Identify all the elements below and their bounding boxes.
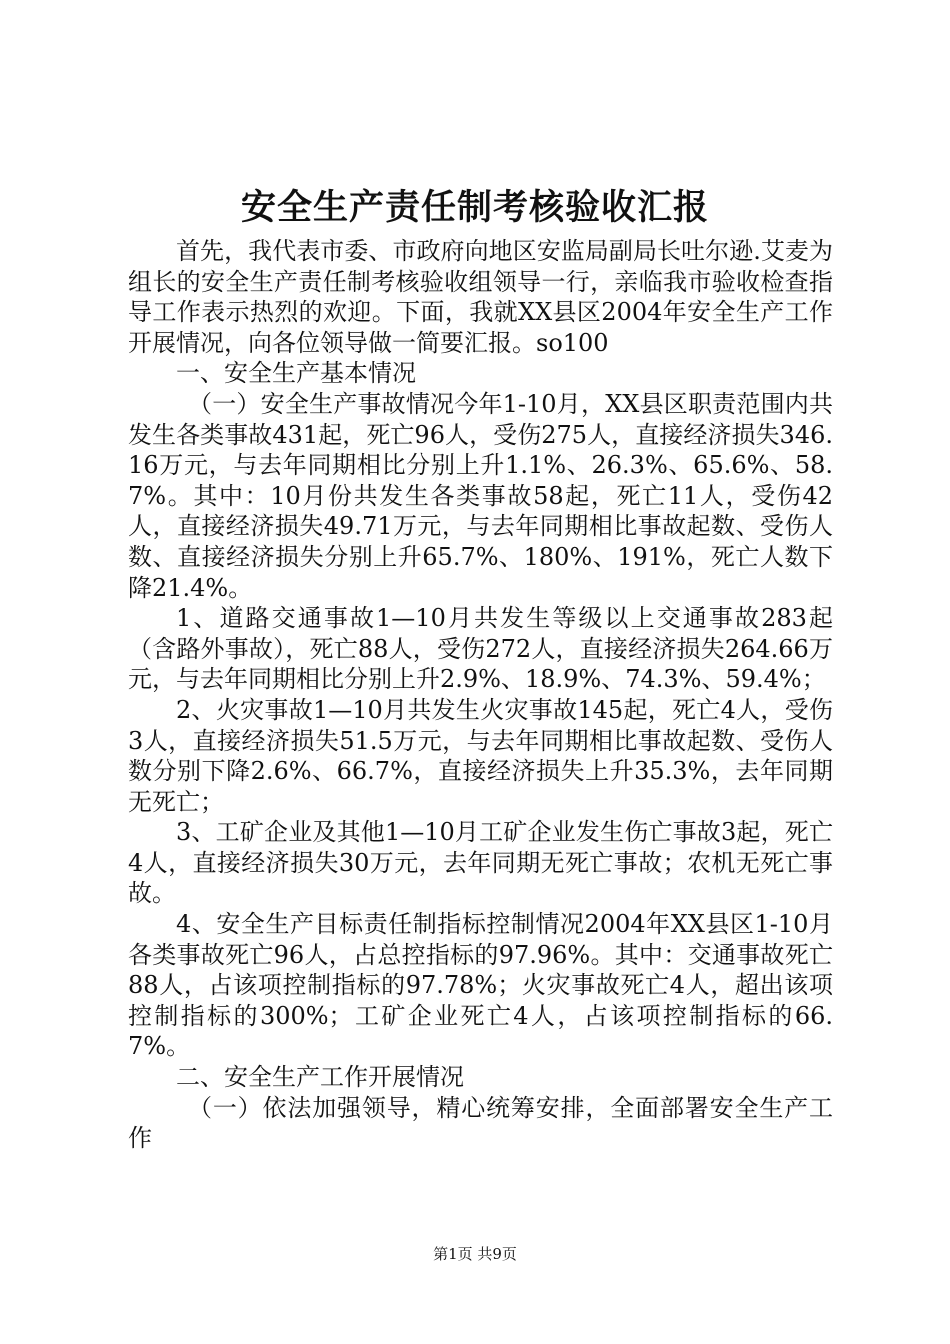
page-number-footer: 第1页 共9页 [433,1245,517,1263]
section-heading-basic-situation: 一、安全生产基本情况 [176,359,416,388]
paragraph-traffic-accidents: 1、道路交通事故1—10月共发生等级以上交通事故283起（含路外事故），死亡88人，受伤272人，直接经济损失264.66万元，与去年同期相比分别上升2.9%、18.9%、74.3%、59.4%； [128,604,833,694]
section-heading-work-progress: 二、安全生产工作开展情况 [176,1063,464,1092]
document-body [128,236,833,1154]
paragraph-accident-overview: （一）安全生产事故情况今年1-10月，XX县区职责范围内共发生各类事故431起，死亡96人，受伤275人，直接经济损失346.16万元，与去年同期相比分别上升1.1%、26.3%、65.6%、58.7%。其中：10月份共发生各类事故58起，死亡11人，受伤42人，直接经济损失49.71万元，与去年同期相比事故起数、受伤人数、直接经济损失分别上升65.7%、180%、191%，死亡人数下降21.4%。 [128,389,833,602]
paragraph-industrial-accidents: 3、工矿企业及其他1—10月工矿企业发生伤亡事故3起，死亡4人，直接经济损失30万元，去年同期无死亡事故；农机无死亡事故。 [128,818,833,908]
paragraph-leadership: （一）依法加强领导，精心统筹安排，全面部署安全生产工作 [128,1093,833,1153]
paragraph-target-control: 4、安全生产目标责任制指标控制情况2004年XX县区1-10月各类事故死亡96人，占总控指标的97.96%。其中：交通事故死亡88人，占该项控制指标的97.78%；火灾事故死亡4人，超出该项控制指标的300%；工矿企业死亡4人，占该项控制指标的66.7%。 [128,910,833,1061]
document-title: 安全生产责任制考核验收汇报 [240,187,709,228]
paragraph-intro: 首先，我代表市委、市政府向地区安监局副局长吐尔逊.艾麦为组长的安全生产责任制考核验收组领导一行，亲临我市验收检查指导工作表示热烈的欢迎。下面，我就XX县区2004年安全生产工作开展情况，向各位领导做一简要汇报。so100 [128,237,833,357]
paragraph-fire-accidents: 2、火灾事故1—10月共发生火灾事故145起，死亡4人，受伤3人，直接经济损失51.5万元，与去年同期相比事故起数、受伤人数分别下降2.6%、66.7%，直接经济损失上升35.3%，去年同期无死亡； [128,695,833,816]
